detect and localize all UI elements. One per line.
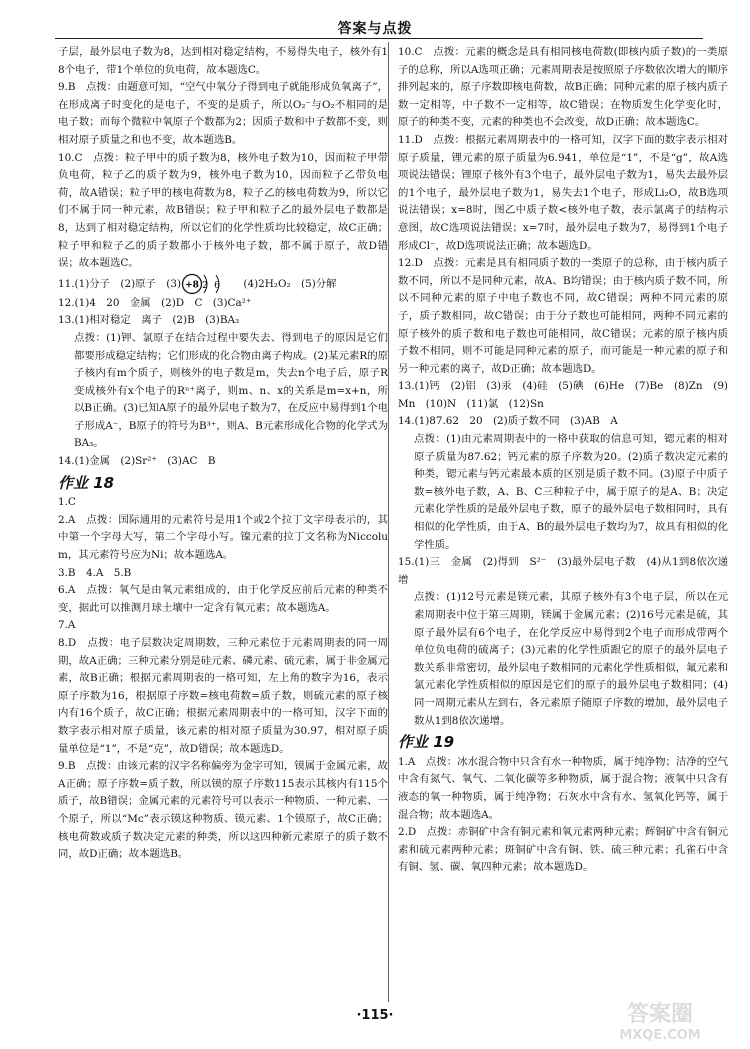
answer-paragraph: 14.(1)金属 (2)Sr²⁺ (3)AC B bbox=[58, 455, 216, 468]
page-header: 答案与点拨 bbox=[337, 21, 413, 37]
watermark-sub: MXQE.COM bbox=[619, 1028, 701, 1043]
answer-paragraph: 15.(1)三 金属 (2)得到 S²⁻ (3)最外层电子数 (4)从1到8依次递增 bbox=[398, 556, 728, 586]
answer-paragraph: 子层，最外层电子数为8，达到相对稳定结构，不易得失电子，核外有18个电子，带1个单位的负电荷，故本题选C。 bbox=[58, 46, 388, 76]
answer-paragraph: 9.B 点拨：由该元素的汉字名称偏旁为金字可知，镆属于金属元素，故A正确；原子序数=质子数，所以镆的原子序数115表示其核内有115个质子，故B错误；金属元素的元素符号可以表示一种物质、一种元素、一个原子，所以“Mc”表示镆这种物质、镆元素、1个镆原子，故C正确；核电荷数或质子数决定元素的种类，所以这四种新元素原子的质子数不同，故D正确；故本题选B。 bbox=[58, 760, 388, 861]
answer-paragraph: 2.D 点拨：赤铜矿中含有铜元素和氧元素两种元素；辉铜矿中含有铜元素和硫元素两种元素；斑铜矿中含有铜、铁、硫三种元素；孔雀石中含有铜、氢、碳、氧四种元素；故本题选D。 bbox=[398, 826, 728, 874]
answer-paragraph: 1.A 点拨：冰水混合物中只含有水一种物质，属于纯净物；洁净的空气中含有氮气、氧气、二氧化碳等多种物质，属于混合物；液氧中只含有液态的氧一种物质，属于纯净物；石灰水中含有水、氢氧化钙等，属于混合物；故本题选A。 bbox=[398, 755, 728, 821]
shell-electron-count: 2 bbox=[202, 280, 208, 291]
answer-paragraph: 8.D 点拨：电子层数决定周期数，三种元素位于元素周期表的同一周期，故A正确；三种元素分别是硅元素、磷元素、硫元素，属于非金属元素，故B正确；根据元素周期表的一格可知，左上角的数字为16，表示原子序数为16，根据原子序数=核电荷数=质子数，则硫元素的原子核内有16个质子，故C正确；根据元素周期表中的一格可知，汉字下面的数字表示相对原子质量，该元素的相对原子质量为30.97，相对原子质量单位是“1”，不是“克”，故D错误；故本题选D。 bbox=[58, 637, 388, 755]
right-column bbox=[398, 44, 728, 877]
answer-paragraph: 12.(1)4 20 金属 (2)D C (3)Ca²⁺ bbox=[58, 296, 252, 309]
answer-paragraph: 3.B 4.A 5.B bbox=[58, 566, 132, 579]
header-rule bbox=[55, 38, 703, 39]
answer-paragraph: 1.C bbox=[58, 496, 76, 509]
atom-structure-diagram bbox=[181, 273, 233, 295]
answer-paragraph: 11.D 点拨：根据元素周期表中的一格可知，汉字下面的数字表示相对原子质量，锂元素的原子质量为6.941，单位是“1”，不是“g”，故A选项说法错误；锂原子核外有3个电子，最外层电子数为1，易失去最外层的1个电子，最外层电子数为1，易失去1个电子，形成Li₂O，故B选项说法错误；x=8时，图乙中质子数<核外电子数，表示氯离子的结构示意图，故C选项说法错误；x=7时，最外层电子数为7，易得到1个电子形成Cl⁻，故D选项说法正确；故本题选D。 bbox=[398, 133, 728, 252]
answer-paragraph: 点拨：(1)由元素周期表中的一格中获取的信息可知，锶元素的相对原子质量为87.62；钙元素的原子序数为20。(2)质子数决定元素的种类，锶元素与钙元素最本质的区别是质子数不同。(3)原子中质子数=核外电子数，A、B、C三种粒子中，属于原子的是A、B；决定元素化学性质的是最外层电子数，原子的最外层电子数相同时，具有相似的化学性质，由于A、B的最外层电子数均为7，故具有相似的化学性质。 bbox=[414, 433, 728, 551]
answer-paragraph: 10.C 点拨：元素的概念是具有相同核电荷数(即核内质子数)的一类原子的总称，所以A选项正确；元素周期表是按照原子序数依次增大的顺序排列起来的，原子序数即核电荷数，故B正确；同种元素的原子核内质子数一定相等，中子数不一定相等，故C错误；在物质发生化学变化时，原子的种类不变，元素的种类也不会改变，故D正确；故本题选C。 bbox=[398, 46, 728, 129]
answer-paragraph: 11.(1)分子 (2)原子 (3) +8 2 6 (4)2H₂O₂ (5)分解 bbox=[58, 273, 388, 295]
answer-paragraph: 点拨：(1)钾、氯原子在结合过程中要失去、得到电子的原因是它们都要形成稳定结构；它们形成的化合物由离子构成。(2)某元素R的原子核内有m个质子，则核外的电子数是m，失去n个电子后，原子R变成核外有x个电子的Rⁿ⁺离子，则m、n、x的关系是m=x+n，所以B正确。(3)已知A原子的最外层电子数为7，在反应中易得到1个电子形成A⁻，B原子的符号为B³⁺，则A、B元素形成化合物的化学式为BA₃。 bbox=[74, 331, 388, 450]
answer-paragraph: 14.(1)87.62 20 (2)质子数不同 (3)AB A bbox=[398, 415, 618, 428]
watermark-text: 答案圈 bbox=[626, 1002, 694, 1027]
answer-paragraph: 13.(1)钙 (2)铝 (3)汞 (4)硅 (5)碘 (6)He (7)Be (8)Zn (9)Mn (10)N (11)氯 (12)Sn bbox=[398, 380, 728, 410]
page-number: ·115· bbox=[356, 1008, 394, 1023]
watermark-logo bbox=[590, 995, 730, 1043]
answer-paragraph: 点拨：(1)12号元素是镁元素，其原子核外有3个电子层，所以在元素周期表中位于第三周期，镁属于金属元素；(2)16号元素是硫，其原子最外层有6个电子，在化学反应中易得到2个电子而形成带两个单位负电荷的硫离子；(3)元素的化学性质跟它的原子的最外层电子数关系非常密切，最外层电子数相同的元素化学性质相似，氟元素和氯元素化学性质相似的原因是它们的原子的最外层电子数相同；(4)同一周期元素从左到右，各元素原子随原子序数的增加，最外层电子数从1到8依次递增。 bbox=[414, 591, 728, 727]
shell-electron-count: 6 bbox=[214, 280, 220, 291]
section-heading: 作业 18 bbox=[58, 473, 115, 492]
answer-paragraph: 6.A 点拨：氧气是由氧元素组成的，由于化学反应前后元素的种类不变，据此可以推测月球土壤中一定含有氧元素；故本题选A。 bbox=[58, 584, 388, 614]
answer-paragraph: 10.C 点拨：粒子甲中的质子数为8，核外电子数为10，因而粒子甲带负电荷，粒子乙的质子数为9，核外电子数为10，因而粒子乙带负电荷，故A错误；粒子甲的核电荷数为8，粒子乙的核电荷数为9，所以它们不属于同一种元素，故B错误；粒子甲和粒子乙的最外层电子数都是8，达到了相对稳定结构，所以它们的化学性质均比较稳定，故C正确；粒子甲和粒子乙的质子数都小于核外电子数，都不属于原子，故D错误；故本题选C。 bbox=[58, 151, 388, 270]
left-column bbox=[58, 44, 388, 864]
answer-paragraph: 12.D 点拨：元素是具有相同质子数的一类原子的总称，由于核内质子数不同，所以不是同种元素，故A、B均错误；由于核内质子数不同，所以不同种元素的原子中电子数也不同，故C错误；两种不同元素的原子，质子数相同，故C错误；由于分子数也可能相同，两种不同元素的原子核外的质子数和电子数也可能相同，故C错误；元素的原子核内质子数不相同，则不可能是同种元素的原子，而可能是一种元素的原子和另一种元素的离子，故D正确；故本题选D。 bbox=[398, 257, 728, 375]
answer-paragraph: 9.B 点拨：由题意可知，“空气中氧分子得到电子就能形成负氧离子”，在形成离子时变化的是电子，不变的是质子，所以O₂⁻与O₂不相同的是电子数；而每个微粒中氧原子个数都为2；因质子数和中子数都不变，则相对原子质量之和也不变，故本题选B。 bbox=[58, 81, 388, 146]
answer-paragraph: 7.A bbox=[58, 619, 76, 632]
section-heading: 作业 19 bbox=[398, 733, 455, 752]
nucleus-charge: +8 bbox=[185, 280, 199, 291]
answer-paragraph: 2.A 点拨：国际通用的元素符号是用1个或2个拉丁文字母表示的，其中第一个字母大写，第二个字母小写。镍元素的拉丁文名称为Niccolum，其元素符号应为Ni；故本题选A。 bbox=[58, 513, 388, 562]
answer-paragraph: 13.(1)相对稳定 离子 (2)B (3)BA₃ bbox=[58, 314, 240, 327]
column-divider bbox=[388, 42, 389, 1002]
